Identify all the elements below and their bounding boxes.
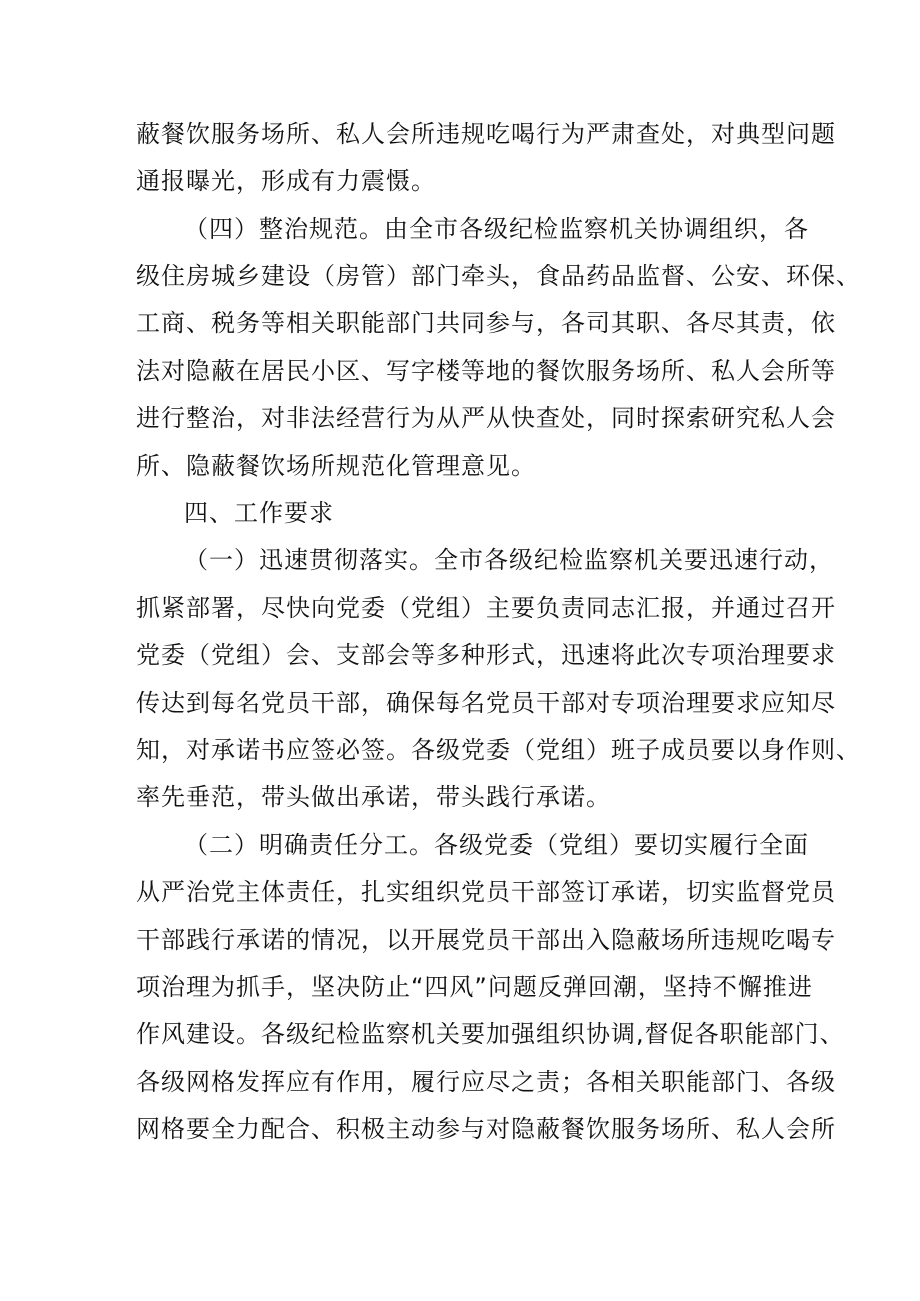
text-line: 级住房城乡建设（房管）部门牵头，食品药品监督、公安、环保、 — [136, 262, 861, 290]
text-line: 抓紧部署，尽快向党委（党组）主要负责同志汇报，并通过召开 — [136, 594, 836, 622]
text-line: 工商、税务等相关职能部门共同参与，各司其职、各尽其责，依 — [136, 309, 836, 337]
text-line: 党委（党组）会、支部会等多种形式，迅速将此次专项治理要求 — [136, 641, 836, 669]
text-line: 干部践行承诺的情况，以开展党员干部出入隐蔽场所违规吃喝专 — [136, 926, 836, 954]
text-line: 传达到每名党员干部，确保每名党员干部对专项治理要求应知尽 — [136, 689, 836, 717]
text-line: 蔽餐饮服务场所、私人会所违规吃喝行为严肃查处，对典型问题 — [136, 120, 836, 148]
section-heading: 四、工作要求 — [184, 499, 334, 527]
paragraph-heading: （二）明确责任分工。各级党委（党组）要切实履行全面 — [184, 831, 809, 859]
text-line: 进行整治，对非法经营行为从严从快查处，同时探索研究私人会 — [136, 404, 836, 432]
text-line: 从严治党主体责任，扎实组织党员干部签订承诺，切实监督党员 — [136, 878, 836, 906]
paragraph-heading: （四）整治规范。由全市各级纪检监察机关协调组织，各 — [184, 215, 809, 243]
text-line: 法对隐蔽在居民小区、写字楼等地的餐饮服务场所、私人会所等 — [136, 357, 836, 385]
text-line: 所、隐蔽餐饮场所规范化管理意见。 — [136, 452, 536, 480]
paragraph-heading: （一）迅速贯彻落实。全市各级纪检监察机关要迅速行动， — [184, 546, 834, 574]
text-line: 网格要全力配合、积极主动参与对隐蔽餐饮服务场所、私人会所 — [136, 1115, 836, 1143]
text-line: 通报曝光，形成有力震慑。 — [136, 167, 436, 195]
text-line: 项治理为抓手，坚决防止“四风”问题反弹回潮，坚持不懈推进 — [136, 973, 813, 1001]
text-line: 作风建设。各级纪检监察机关要加强组织协调,督促各职能部门、 — [136, 1020, 845, 1048]
text-line: 知，对承诺书应签必签。各级党委（党组）班子成员要以身作则、 — [136, 736, 861, 764]
text-line: 率先垂范，带头做出承诺，带头践行承诺。 — [136, 783, 611, 811]
text-line: 各级网格发挥应有作用，履行应尽之责；各相关职能部门、各级 — [136, 1068, 836, 1096]
